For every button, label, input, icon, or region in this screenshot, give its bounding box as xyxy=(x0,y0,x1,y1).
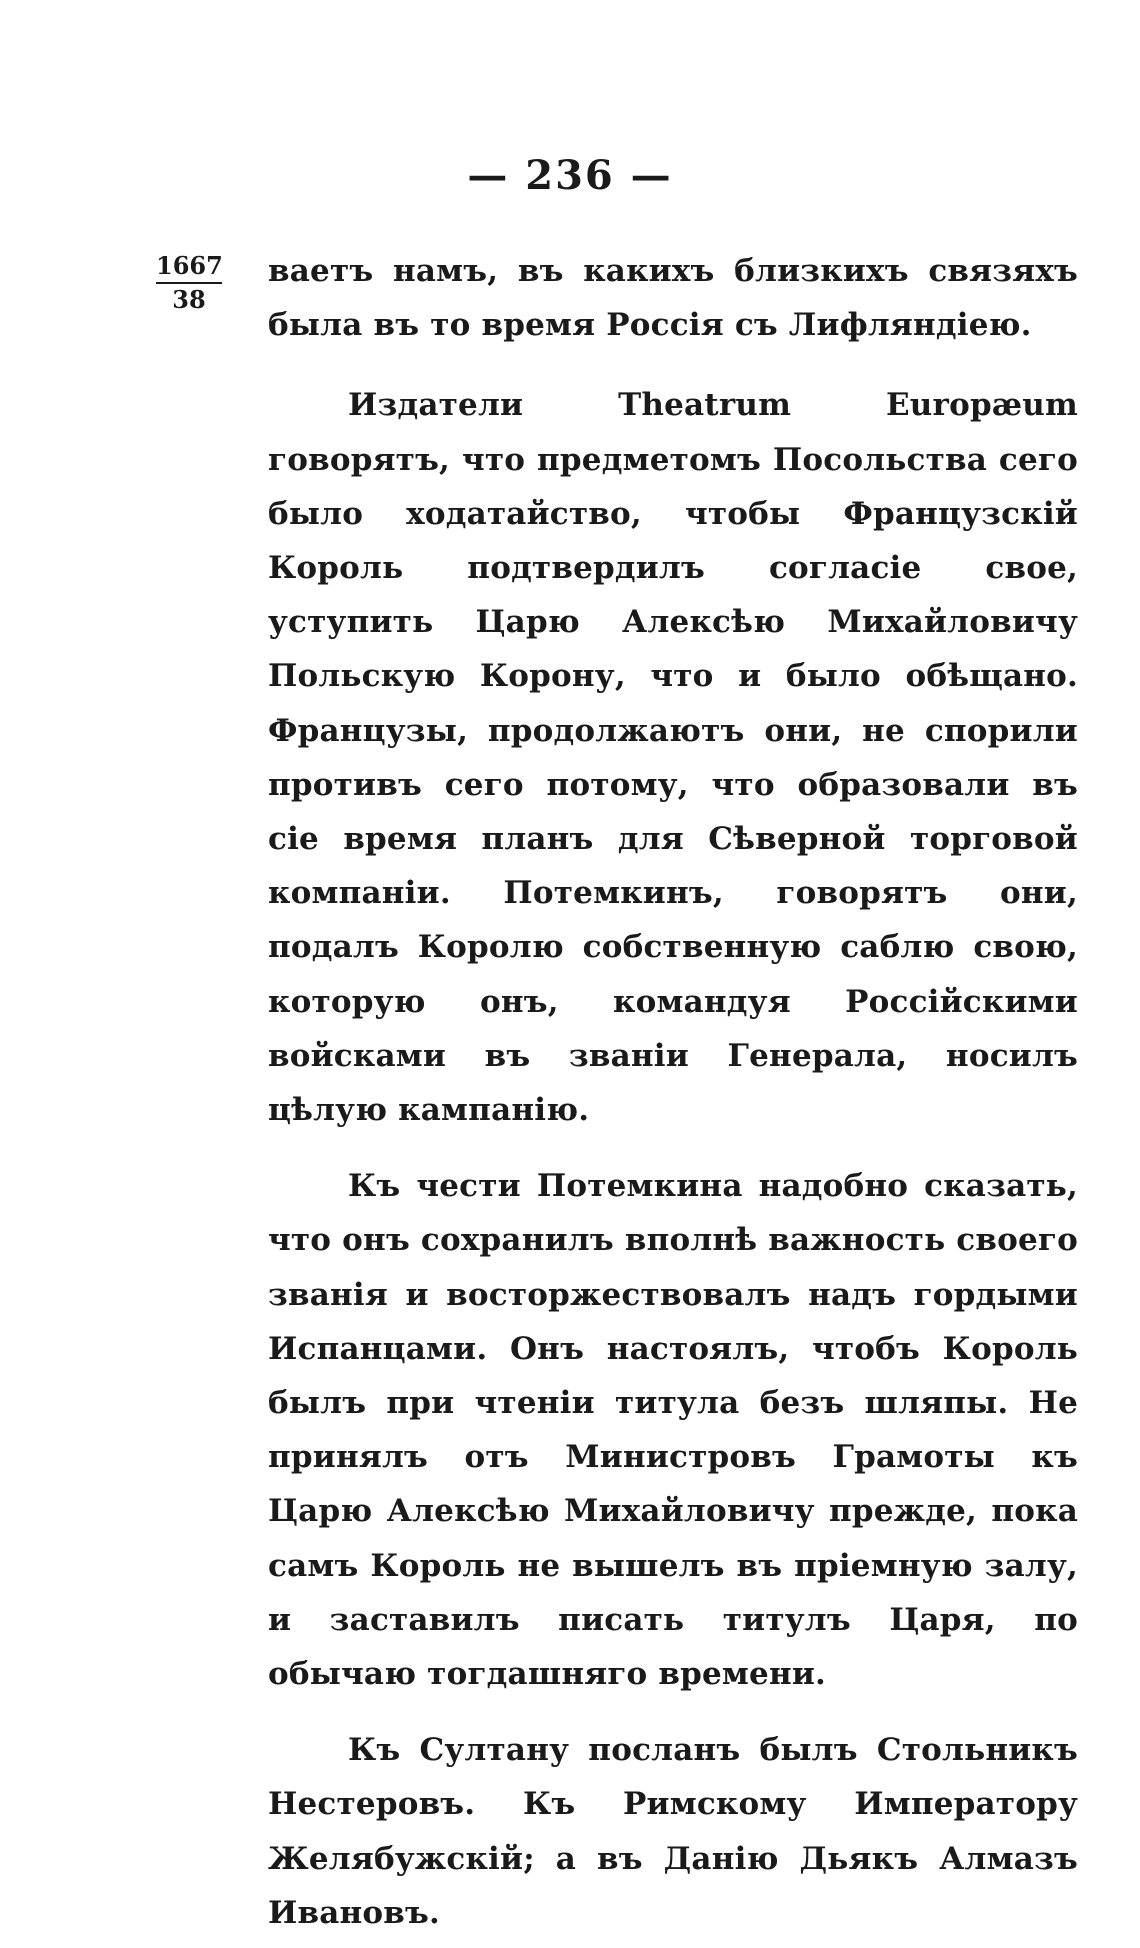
margin-number: 38 xyxy=(172,284,206,314)
body-text xyxy=(268,244,1078,1940)
margin-year: 1667 xyxy=(156,252,222,284)
paragraph: Къ Султану посланъ былъ Стольникъ Нестеровъ. Къ Римскому Императору Желябужскій; а въ Данію Дьякъ Алмазъ Ивановъ. xyxy=(268,1732,1078,1931)
page-number: — 236 — xyxy=(467,152,673,199)
margin-note xyxy=(156,252,222,313)
paragraph: Издатели Theatrum Europæum говорятъ, что предметомъ Посольства сего было ходатайство, чтобы Французскій Король подтвердилъ согласіе свое, уступить Царю Алексѣю Михайловичу Польскую Корону, что и было обѣщано. Французы, продолжаютъ они, не спорили противъ сего потому, что образовали въ сіе время планъ для Сѣверной торговой компаніи. Потемкинъ, говорятъ они, подалъ Королю собственную саблю свою, которую онъ, командуя Россійскими войсками въ званіи Генерала, носилъ цѣлую кампанію. xyxy=(268,387,1078,1129)
paragraph: Къ чести Потемкина надобно сказать, что онъ сохранилъ вполнѣ важность своего званія и восторжествовалъ надъ гордыми Испанцами. Онъ настоялъ, чтобъ Король былъ при чтеніи титула безъ шляпы. Не принялъ отъ Министровъ Грамоты къ Царю Алексѣю Михайловичу прежде, пока самъ Король не вышелъ въ пріемную залу, и заставилъ писать титулъ Царя, по обычаю тогдашняго времени. xyxy=(268,1168,1078,1693)
paragraph-continued: ваетъ намъ, въ какихъ близкихъ связяхъ была въ то время Россія съ Лифляндіею. xyxy=(268,253,1078,344)
